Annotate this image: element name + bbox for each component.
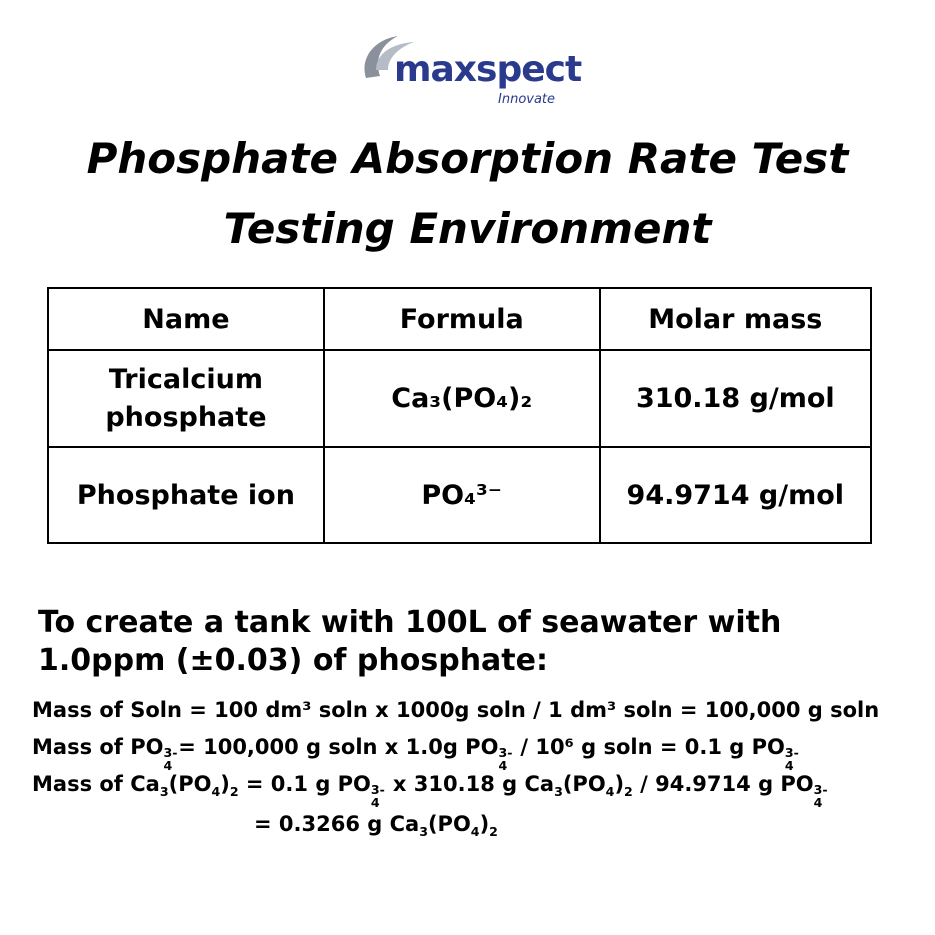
table-row [48, 447, 871, 543]
cell-name: Tricalcium phosphate [48, 350, 324, 447]
calc-line-po4-mass: Mass of PO 3- 4 = 100,000 g soln x 1.0g PO 3- 4 / 10⁶ g soln = 0.1 g PO 3- 4 [32, 735, 799, 773]
cell-molar-mass: 94.9714 g/mol [600, 447, 871, 543]
intro-text: To create a tank with 100L of seawater with 1.0ppm (±0.03) of phosphate: [38, 605, 782, 678]
cell-name: Phosphate ion [48, 447, 324, 543]
calc-line-result: = 0.3266 g $Ca_3(PO_4)_2$ [254, 812, 498, 840]
header-formula: Formula [324, 288, 600, 350]
calc-line-soln-mass: Mass of Soln = 100 dm³ soln x 1000g soln / 1 dm³ soln = 100,000 g soln [32, 698, 880, 722]
maxspect-logo [358, 30, 582, 110]
testing-environment-table [47, 287, 872, 544]
cell-formula: PO₄³⁻ [324, 447, 600, 543]
header-molar-mass: Molar mass [600, 288, 871, 350]
table-row [48, 350, 871, 447]
logo-wordmark: maxspect [394, 49, 582, 90]
page-title: Phosphate Absorption Rate Test [86, 134, 849, 183]
header-name: Name [48, 288, 324, 350]
cell-molar-mass: 310.18 g/mol [600, 350, 871, 447]
logo-tagline: Innovate [498, 92, 556, 107]
table-header-row [48, 288, 871, 350]
calc-line-ca3po42-mass: Mass of $Ca_3(PO_4)_2 = 0.1$ g PO 3- 4 x 310.18 g $Ca_3(PO_4)_2 / 94.9714$ g PO 3- 4 [32, 772, 828, 810]
cell-formula: Ca₃(PO₄)₂ [324, 350, 600, 447]
page-subtitle: Testing Environment [223, 204, 712, 253]
